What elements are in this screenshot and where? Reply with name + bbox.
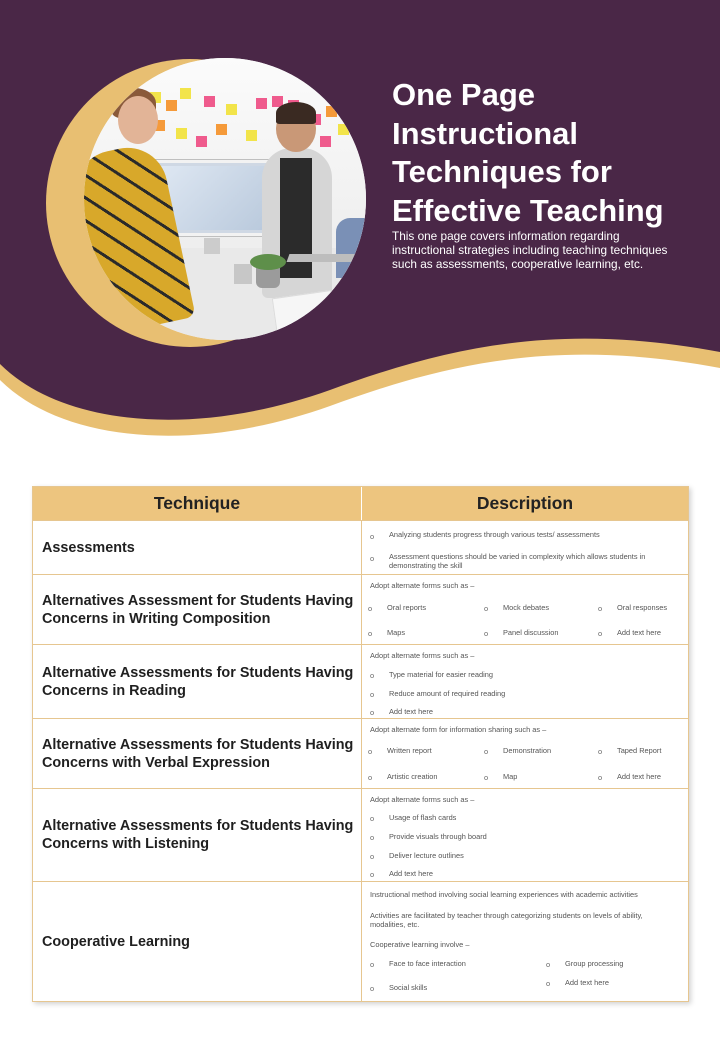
list-item: Assessment questions should be varied in complexity which allows students in — [389, 552, 646, 561]
bullet: o — [370, 814, 375, 823]
bullet: o — [598, 747, 603, 756]
list-item: Add text here — [389, 707, 433, 716]
bullet: o — [546, 979, 551, 988]
title-line: Instructional — [392, 115, 579, 151]
paragraph-text: Activities are facilitated by teacher through categorizing students on levels of ability, — [370, 911, 643, 920]
list-item: Add text here — [389, 869, 433, 878]
technique-cell: Alternative Assessments for Students Having Concerns with Listening — [33, 789, 362, 881]
bullet: o — [370, 870, 375, 879]
bullet: o — [484, 629, 489, 638]
woman-head — [118, 96, 158, 144]
description-cell — [362, 575, 688, 644]
page-subtitle — [392, 229, 712, 271]
column-header-description: Description — [476, 493, 574, 513]
bullet: o — [484, 747, 489, 756]
bullet: o — [370, 690, 375, 699]
classroom-meeting-photo — [84, 58, 366, 340]
description-cell — [362, 719, 688, 788]
table-row — [33, 881, 688, 1001]
technique-cell: Alternatives Assessment for Students Having Concerns in Writing Composition — [33, 575, 362, 644]
techniques-table — [32, 486, 689, 1002]
bullet: o — [484, 773, 489, 782]
list-item: Taped Report — [617, 746, 662, 755]
title-line: Effective Teaching — [392, 192, 664, 228]
table-row — [33, 644, 688, 718]
list-item: Written report — [387, 746, 432, 755]
list-item: Oral reports — [387, 603, 427, 612]
bullet: o — [484, 604, 489, 613]
bullet: o — [598, 629, 603, 638]
technique-cell: Alternative Assessments for Students Having Concerns in Reading — [33, 645, 362, 718]
bullet: o — [598, 604, 603, 613]
list-item-continuation: demonstrating the skill — [389, 561, 463, 570]
list-item: Maps — [387, 628, 406, 637]
list-item: Mock debates — [503, 603, 550, 612]
subtitle-line: This one page covers information regarding — [392, 229, 620, 243]
list-item: Reduce amount of required reading — [389, 689, 506, 698]
intro-text: Adopt alternate forms such as – — [370, 651, 475, 660]
list-item: Deliver lecture outlines — [389, 851, 464, 860]
bullet: o — [368, 773, 373, 782]
bullet: o — [546, 960, 551, 969]
list-item: Usage of flash cards — [389, 813, 457, 822]
description-cell — [362, 645, 688, 718]
table-row — [33, 574, 688, 644]
bullet: o — [370, 960, 375, 969]
paragraph-text: modalities, etc. — [370, 920, 420, 929]
list-item: Group processing — [565, 959, 624, 968]
table-row — [33, 788, 688, 881]
list-item: Artistic creation — [387, 772, 438, 781]
technique-cell: Alternative Assessments for Students Having Concerns with Verbal Expression — [33, 719, 362, 788]
bullet: o — [598, 773, 603, 782]
bullet: o — [370, 833, 375, 842]
intro-text: Adopt alternate forms such as – — [370, 581, 475, 590]
intro-text: Adopt alternate forms such as – — [370, 795, 475, 804]
bullet: o — [370, 984, 375, 993]
list-item: Add text here — [617, 772, 661, 781]
table-row — [33, 520, 688, 574]
list-item: Face to face interaction — [389, 959, 466, 968]
bullet: o — [368, 629, 373, 638]
description-cell — [362, 882, 688, 1001]
description-cell — [362, 789, 688, 881]
list-item: Provide visuals through board — [389, 832, 487, 841]
laptop — [287, 254, 356, 262]
technique-cell: Cooperative Learning — [33, 882, 362, 1001]
bullet: o — [368, 604, 373, 613]
table-header — [33, 487, 688, 520]
bullet: o — [370, 852, 375, 861]
column-header-technique: Technique — [33, 487, 362, 520]
list-item: Analyzing students progress through various tests/ assessments — [389, 530, 600, 539]
bullet: o — [370, 671, 375, 680]
paragraph-text: Instructional method involving social learning experiences with academic activities — [370, 890, 638, 899]
description-cell — [362, 521, 688, 574]
page-title — [392, 76, 702, 230]
subtitle-line: such as assessments, cooperative learning, etc. — [392, 257, 644, 271]
paragraph-text: Cooperative learning involve – — [370, 940, 470, 949]
table-row — [33, 718, 688, 788]
subtitle-line: instructional strategies including teaching techniques — [392, 243, 668, 257]
list-item: Social skills — [389, 983, 428, 992]
title-line: Techniques for — [392, 154, 612, 189]
pen-holder — [234, 264, 252, 284]
list-item: Type material for easier reading — [389, 670, 493, 679]
list-item: Add text here — [617, 628, 661, 637]
list-item: Demonstration — [503, 746, 552, 755]
technique-cell: Assessments — [33, 521, 362, 574]
list-item: Add text here — [565, 978, 609, 987]
title-line: One Page — [392, 77, 535, 112]
list-item: Panel discussion — [503, 628, 559, 637]
seated-person — [336, 218, 366, 278]
intro-text: Adopt alternate form for information sharing such as – — [370, 725, 547, 734]
bullet: o — [370, 708, 375, 717]
list-item: Map — [503, 772, 518, 781]
bullet: o — [368, 747, 373, 756]
list-item: Oral responses — [617, 603, 668, 612]
bullet: o — [370, 532, 375, 541]
bullet: o — [370, 554, 375, 563]
